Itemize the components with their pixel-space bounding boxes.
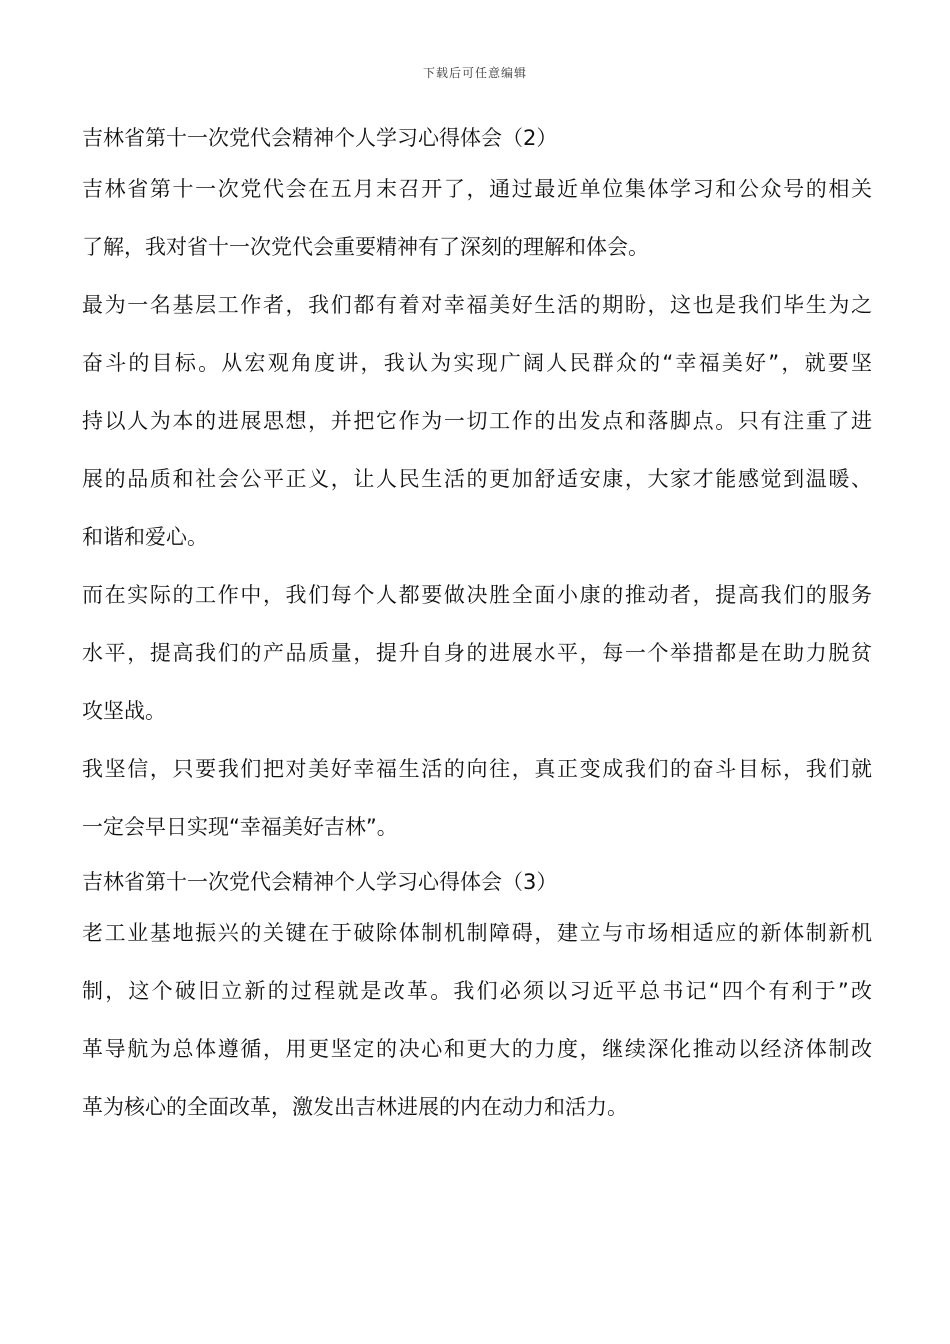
text-line: 了解，我对省十一次党代会重要精神有了深刻的理解和体会。: [82, 235, 649, 259]
text-line: 攻坚战。: [82, 699, 166, 723]
text-line: 而在实际的工作中，我们每个人都要做决胜全面小康的推动者，提高我们的服务: [82, 583, 872, 607]
text-line: 水平，提高我们的产品质量，提升自身的进展水平，每一个举措都是在助力脱贫: [82, 641, 872, 665]
header-note: 下载后可任意编辑: [422, 66, 527, 80]
paragraph: [82, 566, 872, 740]
document-body: [82, 116, 872, 1136]
text-line: 展的品质和社会公平正义，让人民生活的更加舒适安康，大家才能感觉到温暖、: [82, 467, 872, 491]
text-line: 我坚信，只要我们把对美好幸福生活的向往，真正变成我们的奋斗目标，我们就: [82, 757, 872, 781]
paragraph: [82, 740, 872, 856]
text-line: 革导航为总体遵循，用更坚定的决心和更大的力度，继续深化推动以经济体制改: [82, 1037, 872, 1061]
paragraph: [82, 904, 872, 1136]
text-line: 革为核心的全面改革，激发出吉林进展的内在动力和活力。: [82, 1095, 628, 1119]
text-line: 和谐和爱心。: [82, 525, 208, 549]
section-heading: 吉林省第十一次党代会精神个人学习心得体会（3）: [82, 870, 558, 894]
text-line: 最为一名基层工作者，我们都有着对幸福美好生活的期盼，这也是我们毕生为之: [82, 293, 872, 317]
text-line: 一定会早日实现“幸福美好吉林”。: [82, 815, 398, 839]
paragraph: [82, 160, 872, 276]
text-line: 奋斗的目标。从宏观角度讲，我认为实现广阔人民群众的“幸福美好”，就要坚: [82, 351, 872, 375]
text-line: 制，这个破旧立新的过程就是改革。我们必须以习近平总书记“四个有利于”改: [82, 979, 872, 1003]
paragraph: [82, 276, 872, 566]
text-line: 老工业基地振兴的关键在于破除体制机制障碍，建立与市场相适应的新体制新机: [82, 921, 872, 945]
section-heading: 吉林省第十一次党代会精神个人学习心得体会（2）: [82, 126, 558, 150]
text-line: 吉林省第十一次党代会在五月末召开了，通过最近单位集体学习和公众号的相关: [82, 177, 872, 201]
text-line: 持以人为本的进展思想，并把它作为一切工作的出发点和落脚点。只有注重了进: [82, 409, 872, 433]
